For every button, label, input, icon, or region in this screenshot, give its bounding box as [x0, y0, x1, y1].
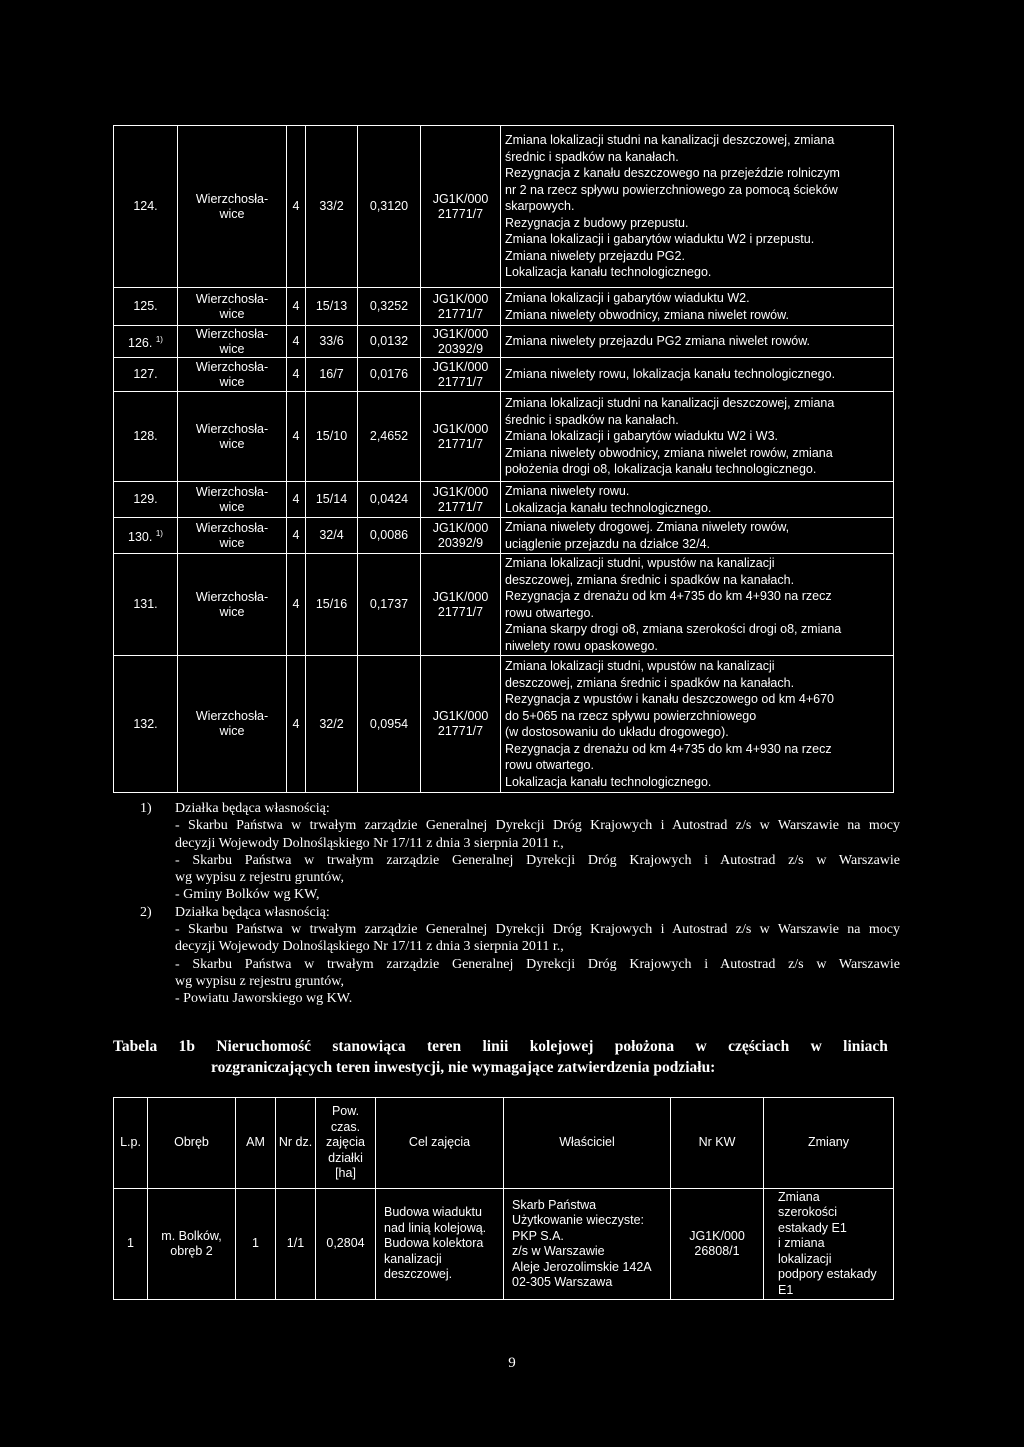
- area-cell: 0,0424: [358, 482, 421, 518]
- header-lp: L.p.: [114, 1098, 148, 1189]
- am-cell: 4: [287, 358, 306, 392]
- table-row: [114, 1189, 894, 1300]
- obreb-cell: Wierzchosła- wice: [178, 482, 287, 518]
- am-cell: 1: [236, 1189, 276, 1300]
- purpose-cell: Budowa wiaduktu nad linią kolejową. Budowa kolektora kanalizacji deszczowej.: [376, 1189, 504, 1300]
- obreb-cell: Wierzchosła- wice: [178, 288, 287, 326]
- area-cell: 0,1737: [358, 554, 421, 656]
- row-number: 128.: [114, 392, 178, 482]
- am-cell: 4: [287, 326, 306, 358]
- footnote-line: Działka będąca własnością:: [175, 801, 330, 816]
- header-am: AM: [236, 1098, 276, 1189]
- header-kw: Nr KW: [671, 1098, 764, 1189]
- area-cell: 0,0176: [358, 358, 421, 392]
- row-number: 132.: [114, 656, 178, 793]
- owner-cell: Skarb Państwa Użytkowanie wieczyste: PKP S.A. z/s w Warszawie Aleje Jerozolimskie 142A 02-305 Warszawa: [504, 1189, 671, 1300]
- obreb-cell: Wierzchosła- wice: [178, 392, 287, 482]
- row-number: 124.: [114, 126, 178, 288]
- changes-cell: Zmiana niwelety przejazdu PG2 zmiana niwelet rowów.: [501, 326, 894, 358]
- kw-cell: JG1K/000 21771/7: [421, 392, 501, 482]
- footnote-line: - Skarbu Państwa w trwałym zarządzie Generalnej Dyrekcji Dróg Krajowych i Autostrad z/s w Warszawie na mocy: [175, 818, 900, 834]
- footnote-line: - Powiatu Jaworskiego wg KW.: [175, 991, 353, 1007]
- obreb-cell: Wierzchosła- wice: [178, 358, 287, 392]
- changes-cell: Zmiana niwelety drogowej. Zmiana niwelety rowów, uciąglenie przejazdu na działce 32/4.: [501, 518, 894, 554]
- row-number: 131.: [114, 554, 178, 656]
- parcel-number-cell: 1/1: [276, 1189, 316, 1300]
- area-cell: 2,4652: [358, 392, 421, 482]
- footnote-number: 1): [140, 801, 152, 816]
- changes-cell: Zmiana niwelety rowu. Lokalizacja kanału technologicznego.: [501, 482, 894, 518]
- obreb-cell: Wierzchosła- wice: [178, 554, 287, 656]
- row-number: 1: [114, 1189, 148, 1300]
- parcel-number-cell: 32/2: [306, 656, 358, 793]
- footnote-line: decyzji Wojewody Dolnośląskiego Nr 17/11 z dnia 3 sierpnia 2011 r.,: [175, 939, 564, 955]
- parcel-number-cell: 33/6: [306, 326, 358, 358]
- parcel-number-cell: 15/16: [306, 554, 358, 656]
- footnotes: [140, 800, 900, 1008]
- am-cell: 4: [287, 656, 306, 793]
- obreb-cell: m. Bolków, obręb 2: [148, 1189, 236, 1300]
- footnote-line: wg wypisu z rejestru gruntów,: [175, 973, 345, 989]
- kw-cell: JG1K/000 21771/7: [421, 288, 501, 326]
- changes-cell: Zmiana lokalizacji studni na kanalizacji deszczowej, zmiana średnic i spadków na kanałach. Zmiana lokalizacji i gabarytów wiaduktu W2 i W3. Zmiana niwelety obwodnicy, zmiana niwelet rowów, zmiana położenia drogi o8, lokalizacja kanału technologicznego.: [501, 392, 894, 482]
- kw-cell: JG1K/000 21771/7: [421, 126, 501, 288]
- changes-cell: Zmiana lokalizacji studni, wpustów na kanalizacji deszczowej, zmiana średnic i spadków na kanałach. Rezygnacja z wpustów i kanału deszczowego od km 4+670 do 5+065 na rzecz spływu powierzchniowego (w dostosowaniu do układu drogowego). Rezygnacja z drenażu od km 4+735 do km 4+930 na rzecz rowu otwartego. Lokalizacja kanału technologicznego.: [501, 656, 894, 793]
- footnote-line: - Skarbu Państwa w trwałym zarządzie Generalnej Dyrekcji Dróg Krajowych i Autostrad z/s w Warszawie na mocy: [175, 922, 900, 938]
- header-purpose: Cel zajęcia: [376, 1098, 504, 1189]
- area-cell: 0,0086: [358, 518, 421, 554]
- parcel-number-cell: 16/7: [306, 358, 358, 392]
- parcel-number-cell: 32/4: [306, 518, 358, 554]
- changes-cell: Zmiana lokalizacji studni, wpustów na kanalizacji deszczowej, zmiana średnic i spadków na kanałach. Rezygnacja z drenażu od km 4+735 do km 4+930 na rzecz rowu otwartego. Zmiana skarpy drogi o8, zmiana szerokości drogi o8, zmiana niwelety rowu opaskowego.: [501, 554, 894, 656]
- parcel-number-cell: 33/2: [306, 126, 358, 288]
- kw-cell: JG1K/000 21771/7: [421, 656, 501, 793]
- header-owner: Właściciel: [504, 1098, 671, 1189]
- obreb-cell: Wierzchosła- wice: [178, 656, 287, 793]
- area-cell: 0,3252: [358, 288, 421, 326]
- footnote-line: - Skarbu Państwa w trwałym zarządzie Generalnej Dyrekcji Dróg Krajowych i Autostrad z/s w Warszawie: [175, 852, 900, 868]
- table-caption: [113, 1036, 888, 1078]
- header-obreb: Obręb: [148, 1098, 236, 1189]
- changes-cell: Zmiana lokalizacji i gabarytów wiaduktu W2. Zmiana niwelety obwodnicy, zmiana niwelet rowów.: [501, 288, 894, 326]
- table-row: [114, 554, 894, 656]
- am-cell: 4: [287, 518, 306, 554]
- am-cell: 4: [287, 392, 306, 482]
- footnote-line: - Skarbu Państwa w trwałym zarządzie Generalnej Dyrekcji Dróg Krajowych i Autostrad z/s w Warszawie: [175, 956, 900, 972]
- changes-cell: Zmiana lokalizacji studni na kanalizacji deszczowej, zmiana średnic i spadków na kanałach. Rezygnacja z kanału deszczowego na przejeździe rolniczym nr 2 na rzecz spływu powierzchniowego za pomocą ścieków skarpowych. Rezygnacja z budowy przepustu. Zmiana lokalizacji i gabarytów wiaduktu W2 i przepustu. Zmiana niwelety przejazdu PG2. Lokalizacja kanału technologicznego.: [501, 126, 894, 288]
- table-row: [114, 288, 894, 326]
- row-number: 125.: [114, 288, 178, 326]
- parcel-number-cell: 15/14: [306, 482, 358, 518]
- kw-cell: JG1K/000 26808/1: [671, 1189, 764, 1300]
- bottom-table: [113, 1097, 894, 1300]
- kw-cell: JG1K/000 21771/7: [421, 358, 501, 392]
- table-row: [114, 392, 894, 482]
- obreb-cell: Wierzchosła- wice: [178, 326, 287, 358]
- kw-cell: JG1K/000 21771/7: [421, 482, 501, 518]
- area-cell: 0,2804: [316, 1189, 376, 1300]
- table-row: [114, 358, 894, 392]
- changes-cell: Zmiana niwelety rowu, lokalizacja kanału technologicznego.: [501, 358, 894, 392]
- header-area: Pow. czas. zajęcia działki [ha]: [316, 1098, 376, 1189]
- row-number: 126. $^{1)}$: [114, 326, 178, 358]
- parcel-number-cell: 15/10: [306, 392, 358, 482]
- footnote-1: [140, 800, 900, 904]
- am-cell: 4: [287, 482, 306, 518]
- obreb-cell: Wierzchosła- wice: [178, 518, 287, 554]
- am-cell: 4: [287, 554, 306, 656]
- page-number: 9: [508, 1355, 516, 1371]
- am-cell: 4: [287, 288, 306, 326]
- caption-line-1: Tabela 1b Nieruchomość stanowiąca teren linii kolejowej położona w częściach w liniach: [113, 1038, 888, 1055]
- area-cell: 0,0954: [358, 656, 421, 793]
- row-number: 127.: [114, 358, 178, 392]
- footnote-line: decyzji Wojewody Dolnośląskiego Nr 17/11 z dnia 3 sierpnia 2011 r.,: [175, 835, 564, 851]
- table-row: [114, 518, 894, 554]
- kw-cell: JG1K/000 20392/9: [421, 518, 501, 554]
- footnote-line: - Gminy Bolków wg KW,: [175, 887, 320, 903]
- footnote-line: wg wypisu z rejestru gruntów,: [175, 870, 345, 886]
- footnote-number: 2): [140, 904, 152, 920]
- area-cell: 0,3120: [358, 126, 421, 288]
- footnote-2: [140, 904, 900, 1008]
- header-nr: Nr dz.: [276, 1098, 316, 1189]
- caption-line-2: rozgraniczających teren inwestycji, nie wymagające zatwierdzenia podziału:: [211, 1059, 716, 1076]
- table-row: [114, 326, 894, 358]
- header-changes: Zmiany: [764, 1098, 894, 1189]
- table-row: [114, 482, 894, 518]
- parcel-number-cell: 15/13: [306, 288, 358, 326]
- row-number: 129.: [114, 482, 178, 518]
- area-cell: 0,0132: [358, 326, 421, 358]
- obreb-cell: Wierzchosła- wice: [178, 126, 287, 288]
- table-row: [114, 656, 894, 793]
- row-number: 130. $^{1)}$: [114, 518, 178, 554]
- top-table: [113, 125, 894, 793]
- table-row: [114, 126, 894, 288]
- footnote-line: Działka będąca własnością:: [175, 904, 330, 920]
- kw-cell: JG1K/000 20392/9: [421, 326, 501, 358]
- kw-cell: JG1K/000 21771/7: [421, 554, 501, 656]
- table-header-row: [114, 1098, 894, 1189]
- am-cell: 4: [287, 126, 306, 288]
- changes-cell: Zmiana szerokości estakady E1 i zmiana lokalizacji podpory estakady E1: [764, 1189, 894, 1300]
